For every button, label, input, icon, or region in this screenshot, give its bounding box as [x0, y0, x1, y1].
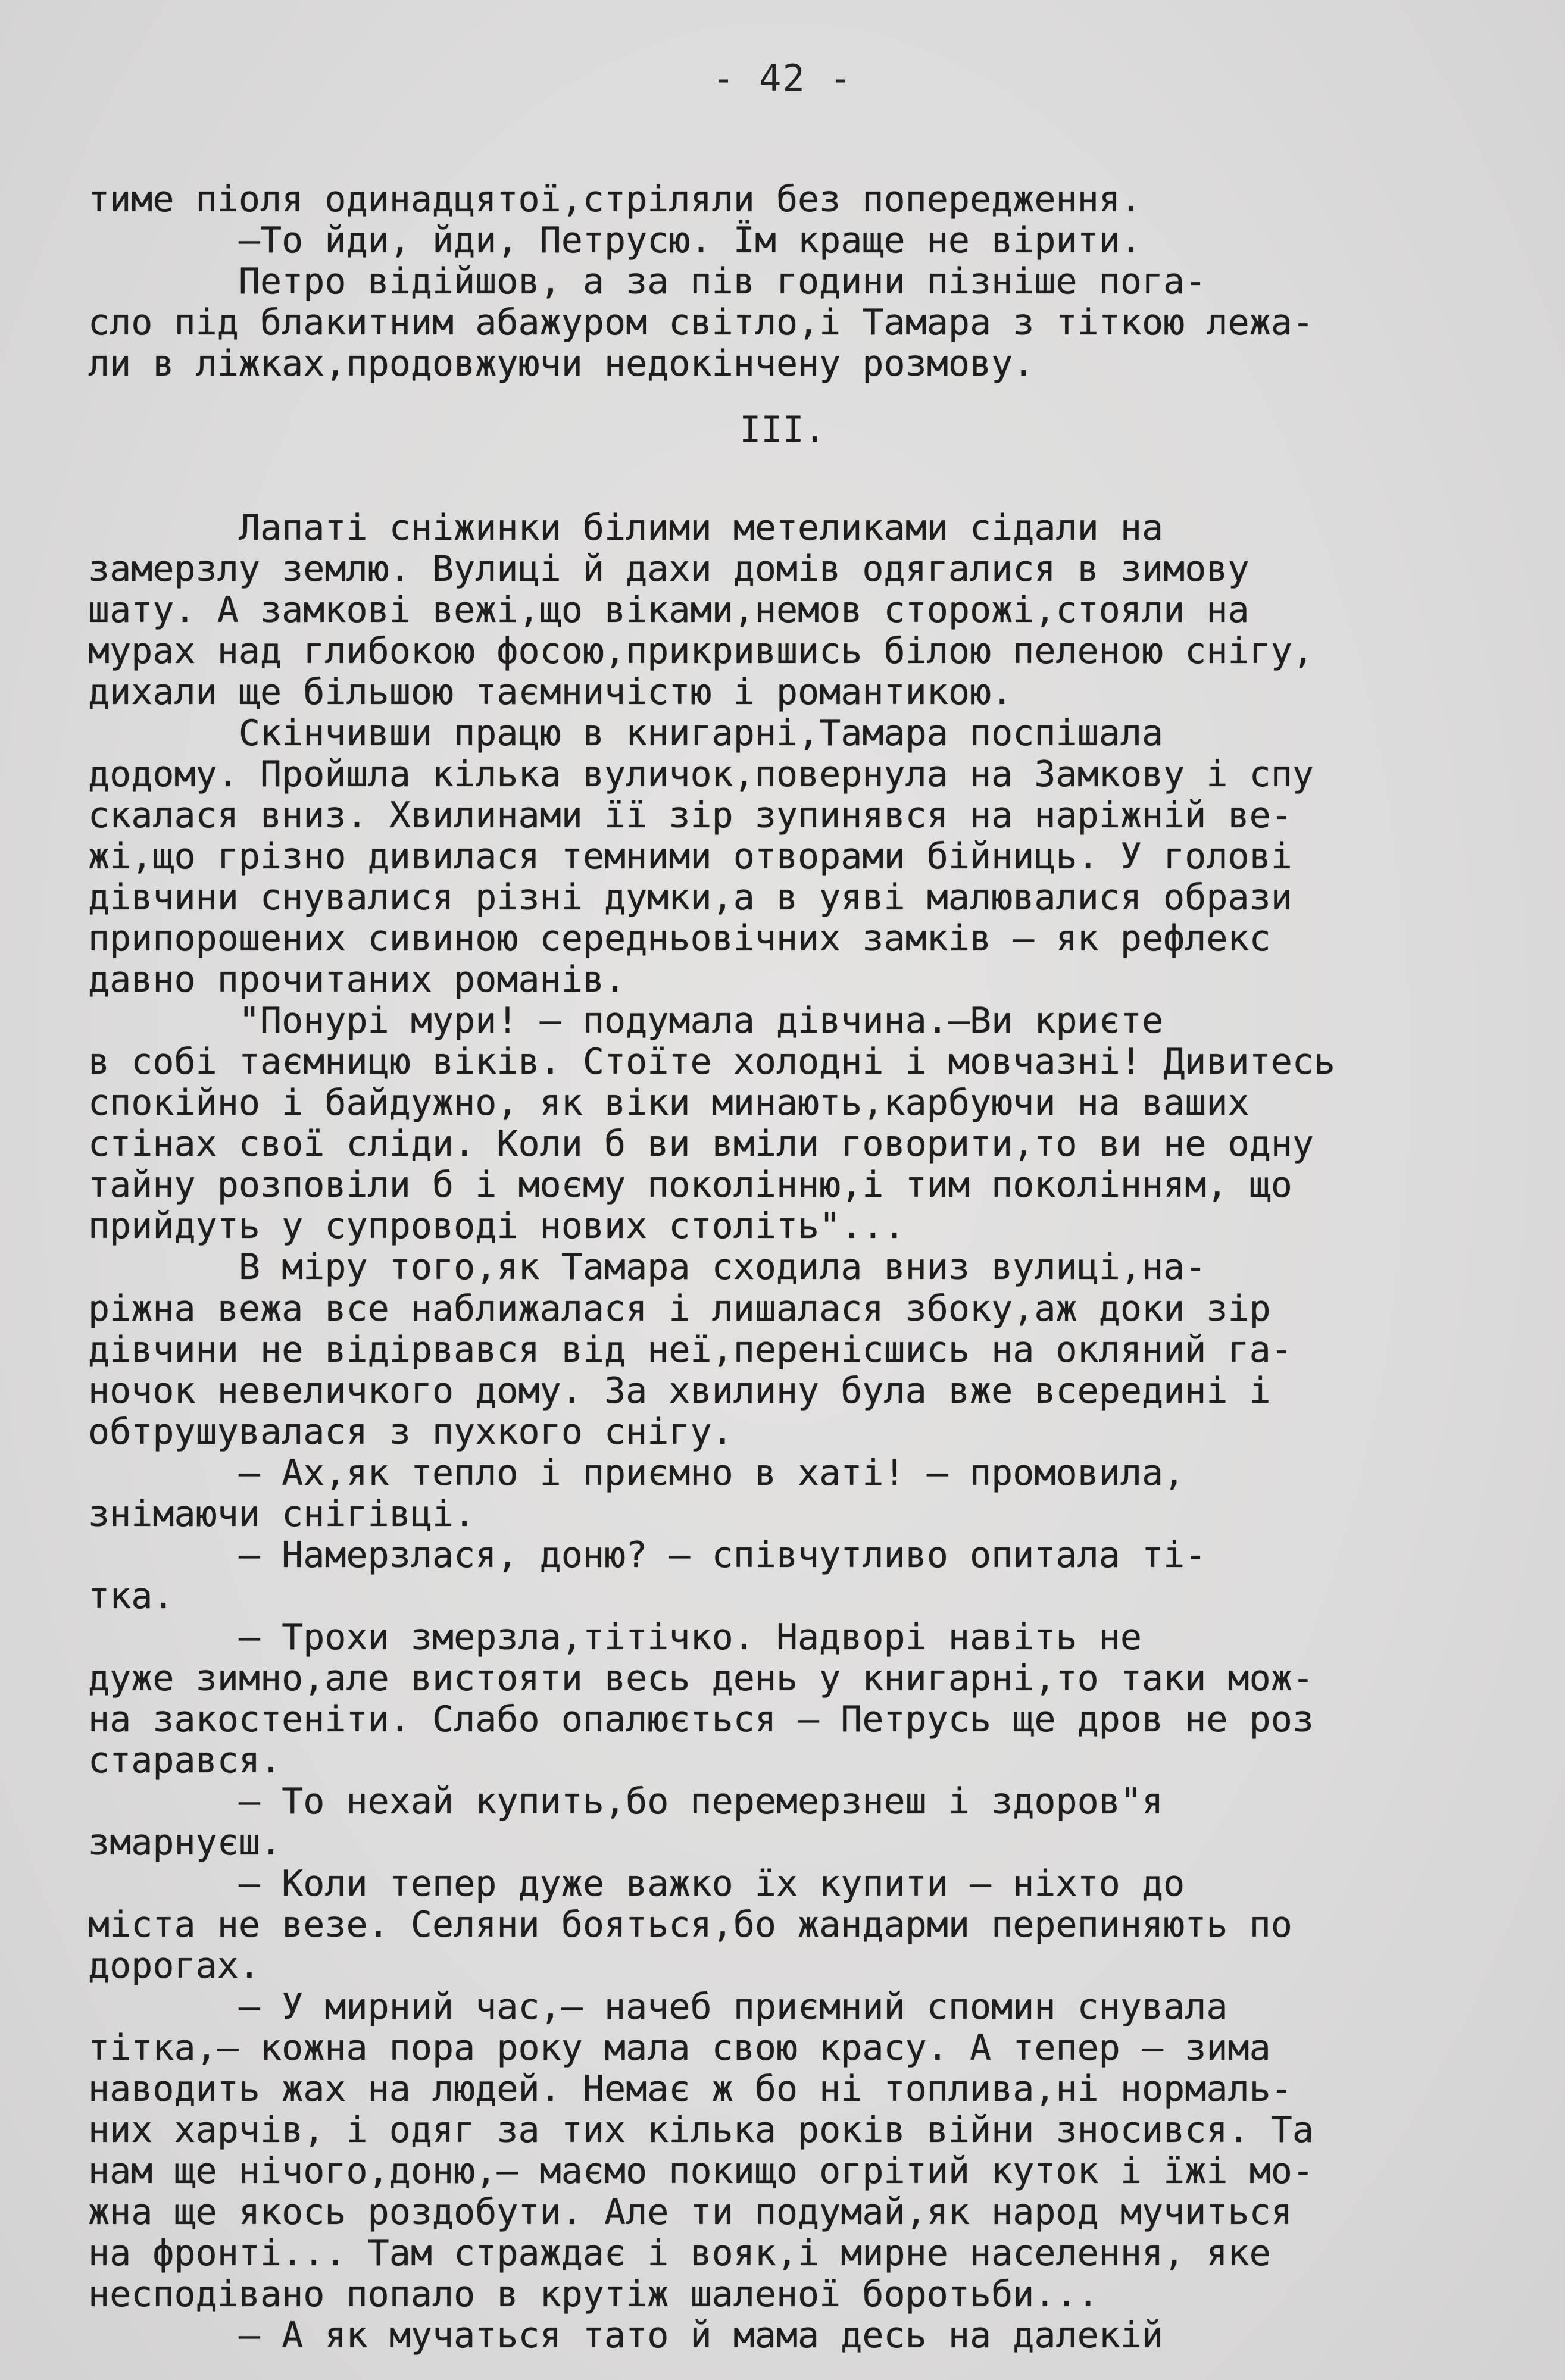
text-line: Петро відійшов, а за пів години пізніше пога- [88, 261, 1207, 302]
text-line: дорогах. [88, 1945, 260, 1987]
text-line: наводить жах на людей. Немає ж бо ні топлива,ні нормаль- [88, 2068, 1292, 2110]
text-line: в собі таємницю віків. Стоїте холодні і мовчазні! Дивитесь [88, 1041, 1336, 1083]
text-line: обтрушувалася з пухкого снігу. [88, 1411, 733, 1453]
text-line: — А як мучаться тато й мама десь на далекій [88, 2315, 1164, 2356]
text-line: знімаючи снігівці. [88, 1493, 476, 1535]
text-line: — Ах,як тепло і приємно в хаті! — промовила, [88, 1452, 1185, 1494]
text-line: В міру того,як Тамара сходила вниз вулиці,на- [88, 1246, 1207, 1288]
text-line: на фронті... Там страждає і вояк,і мирне населення, яке [88, 2232, 1271, 2274]
text-line: — То нехай купить,бо перемерзнеш і здоров"я [88, 1781, 1164, 1822]
text-line: Скінчивши працю в книгарні,Тамара поспішала [88, 712, 1164, 754]
text-line: змарнуєш. [88, 1822, 282, 1863]
text-line: дівчини не відірвався від неї,перенісшись на окляний га- [88, 1329, 1292, 1371]
text-line: — У мирний час,— начеб приємний спомин снувала [88, 1986, 1228, 2028]
text-line: — Трохи змерзла,тітічко. Надворі навіть не [88, 1616, 1142, 1658]
text-line: ночок невеличкого дому. За хвилину була вже всередині і [88, 1370, 1271, 1412]
text-line: —То йди, йди, Петрусю. Їм краще не вірити. [88, 220, 1142, 261]
text-line: ріжна вежа все наближалася і лишалася збоку,аж доки зір [88, 1288, 1271, 1330]
text-line: дихали ще більшою таємничістю і романтикою. [88, 671, 1013, 713]
text-line: спокійно і байдужно, як віки минають,карбуючи на ваших [88, 1082, 1249, 1124]
text-line: припорошених сивиною середньовічних замків — як рефлекс [88, 918, 1271, 959]
text-line: "Понурі мури! — подумала дівчина.—Ви криєте [88, 1000, 1164, 1042]
text-line: додому. Пройшла кілька вуличок,повернула на Замкову і спу [88, 753, 1314, 795]
page-number: - 42 - [712, 57, 853, 100]
text-line: міста не везе. Селяни бояться,бо жандарми перепиняють по [88, 1904, 1292, 1946]
text-line: замерзлу землю. Вулиці й дахи домів одягалися в зимову [88, 548, 1249, 590]
text-line: тиме піоля одинадцятої,стріляли без попередження. [88, 179, 1142, 220]
text-line: прийдуть у супроводі нових століть"... [88, 1205, 905, 1247]
text-line: Лапаті сніжинки білими метеликами сідали на [88, 507, 1164, 549]
text-line: жі,що грізно дивилася темними отворами бійниць. У голові [88, 836, 1292, 877]
text-line: мурах над глибокою фосою,прикрившись білою пеленою снігу, [88, 630, 1314, 672]
text-line: скалася вниз. Хвилинами її зір зупинявся на наріжній ве- [88, 795, 1292, 836]
text-line: ли в ліжках,продовжуючи недокінчену розмову. [88, 343, 1035, 384]
text-line: шату. А замкові вежі,що віками,немов сторожі,стояли на [88, 589, 1249, 631]
text-line: стінах свої сліди. Коли б ви вміли говорити,то ви не одну [88, 1123, 1314, 1165]
text-line: дуже зимно,але вистояти весь день у книгарні,то таки мож- [88, 1657, 1314, 1699]
text-line: давно прочитаних романів. [88, 959, 626, 1000]
text-line: на закостеніти. Слабо опалюється — Петрусь ще дров не роз [88, 1699, 1314, 1740]
text-line: тітка,— кожна пора року мала свою красу. А тепер — зима [88, 2027, 1271, 2069]
text-line: сло під блакитним абажуром світло,і Тамара з тіткою лежа- [88, 302, 1314, 343]
text-line: дівчини снувалися різні думки,а в уяві малювалися образи [88, 877, 1292, 918]
text-line: — Коли тепер дуже важко їх купити — ніхто до [88, 1863, 1185, 1904]
text-line: старався. [88, 1740, 282, 1781]
section-heading: III. [739, 408, 826, 451]
text-line: — Намерзлася, доню? — співчутливо опитала ті- [88, 1534, 1207, 1576]
text-line: тайну розповіли б і моєму поколінню,і тим поколінням, що [88, 1164, 1292, 1206]
text-line: них харчів, і одяг за тих кілька років війни зносився. Та [88, 2109, 1314, 2151]
text-line: тка. [88, 1575, 174, 1617]
text-line: нам ще нічого,доню,— маємо покищо огрітий куток і їжі мо- [88, 2150, 1314, 2192]
text-line: жна ще якось роздобути. Але ти подумай,як народ мучиться [88, 2191, 1292, 2233]
text-line: несподівано попало в крутіж шаленої боротьби... [88, 2273, 1099, 2315]
